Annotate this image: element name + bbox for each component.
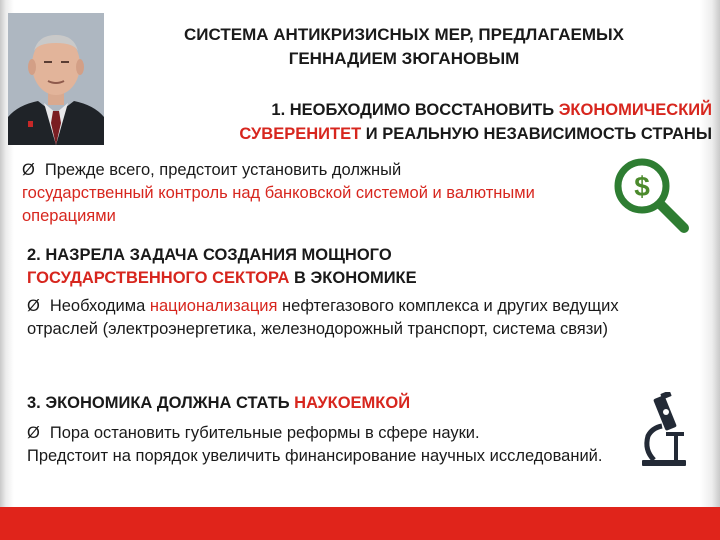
section-3-bullet-text-2: Предстоит на порядок увеличить финансирование научных исследований. (27, 447, 603, 465)
section-1-heading-text-2: И РЕАЛЬНУЮ НЕЗАВИСИМОСТЬ СТРАНЫ (361, 125, 712, 143)
section-3-heading (27, 392, 587, 415)
money-magnifier-icon (612, 156, 692, 236)
microscope-icon (636, 392, 692, 468)
section-1-heading (106, 98, 712, 146)
portrait-photo (8, 13, 104, 145)
title-line-1: СИСТЕМА АНТИКРИЗИСНЫХ МЕР, ПРЕДЛАГАЕМЫХ (184, 25, 624, 44)
bottom-accent-bar (0, 507, 720, 540)
section-2-bullet-text-2: нефтегазового комплекса и других ведущих отраслей (электроэнергетика, железнодорожный транспорт, система связи) (27, 297, 619, 338)
svg-text:$: $ (634, 171, 650, 202)
section-3-heading-text: 3. ЭКОНОМИКА ДОЛЖНА СТАТЬ (27, 394, 295, 412)
section-2-heading-text-2: В ЭКОНОМИКЕ (289, 269, 417, 287)
section-2-heading-red: ГОСУДАРСТВЕННОГО СЕКТОРА (27, 269, 290, 287)
section-2-bullet-text: Необходима (49, 297, 150, 315)
section-1-heading-red-2: СУВЕРЕНИТЕТ (239, 125, 362, 143)
section-1-bullet (22, 159, 582, 228)
slide-title (104, 23, 704, 71)
bullet-arrow-icon: Ø (22, 161, 35, 179)
section-2-bullet (27, 295, 687, 341)
bullet-arrow-icon: Ø (27, 297, 40, 315)
section-3-bullet (27, 422, 617, 468)
section-2-bullet-red: национализация (149, 297, 278, 315)
portrait-image (8, 13, 104, 145)
bullet-arrow-icon: Ø (27, 424, 40, 442)
section-1-heading-red-1: ЭКОНОМИЧЕСКИЙ (558, 101, 712, 119)
section-3-bullet-text: Пора остановить губительные реформы в сфере науки. (49, 424, 480, 442)
section-1-bullet-text: Прежде всего, предстоит установить должный (44, 161, 402, 179)
section-1-heading-text: 1. НЕОБХОДИМО ВОССТАНОВИТЬ (271, 101, 559, 119)
section-2-heading-text: 2. НАЗРЕЛА ЗАДАЧА СОЗДАНИЯ МОЩНОГО (27, 246, 392, 264)
section-1-bullet-red: государственный контроль над банковской системой и валютными операциями (22, 184, 535, 225)
section-2-heading (27, 244, 627, 290)
title-line-2: ГЕННАДИЕМ ЗЮГАНОВЫМ (288, 49, 520, 68)
section-3-heading-red: НАУКОЕМКОЙ (294, 394, 411, 412)
